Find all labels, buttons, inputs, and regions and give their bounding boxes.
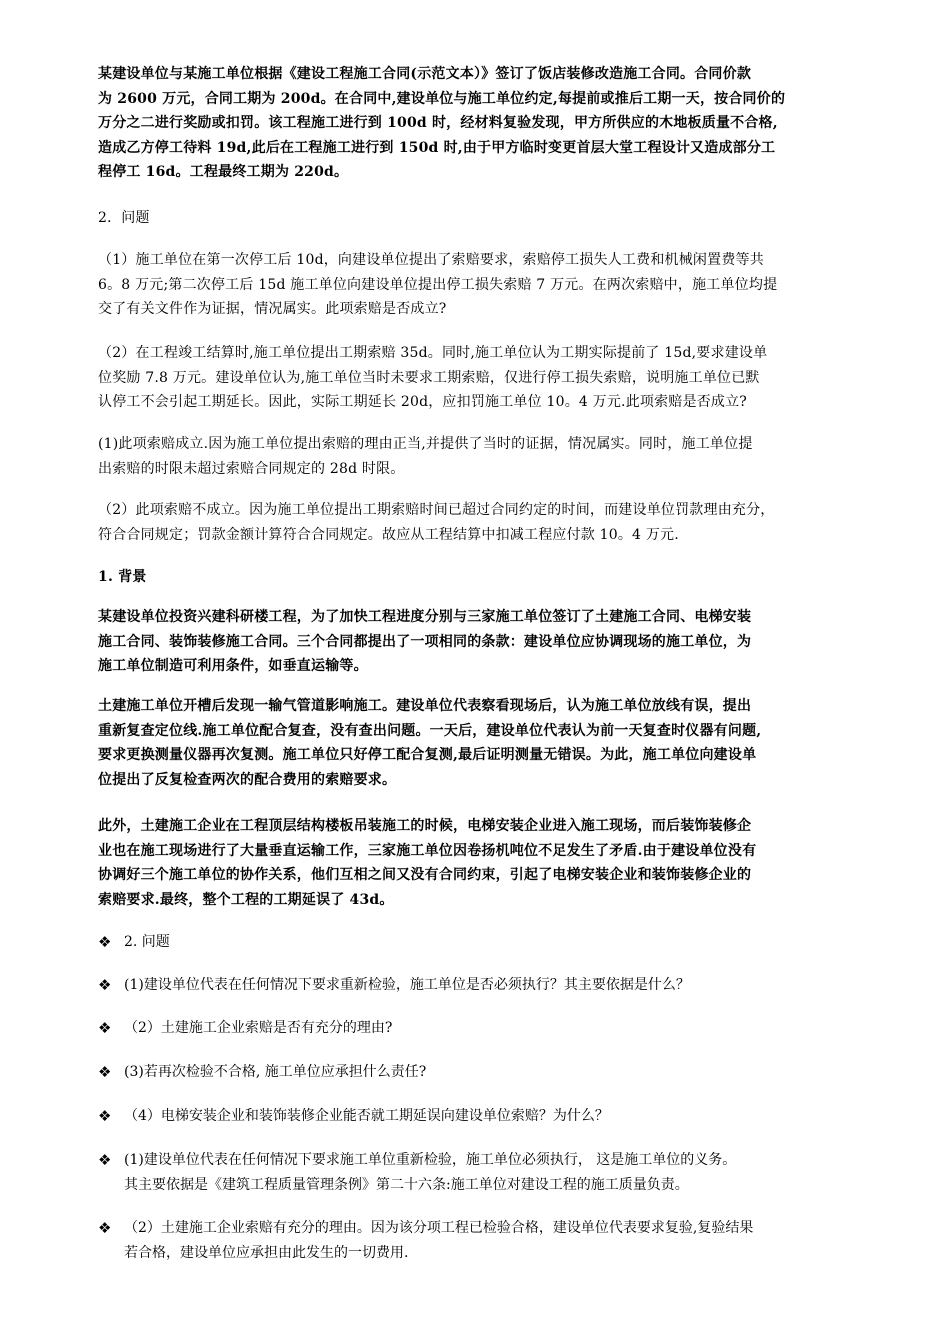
- heading-text: 1. 背景: [98, 569, 147, 585]
- diamond-bullet-icon: ❖: [98, 976, 112, 994]
- text-line: 要求更换测量仪器再次复测。施工单位只好停工配合复测,最后证明测量无错误。为此，施工单位向建设单: [98, 747, 757, 763]
- text-line: 某建设单位投资兴建科研楼工程，为了加快工程进度分别与三家施工单位签订了土建施工合同、电梯安装: [98, 609, 752, 625]
- case1-answer-1: [98, 432, 898, 481]
- text-line: 程停工 16d。工程最终工期为 220d。: [98, 164, 349, 180]
- case2-background-heading: [98, 565, 898, 590]
- text-line: 若合格，建设单位应承担由此发生的一切费用.: [124, 1244, 409, 1261]
- list-item-text: 2. 问题: [124, 934, 170, 950]
- text-line: 业也在施工现场进行了大量垂直运输工作，三家施工单位因卷扬机吨位不足发生了矛盾.由于建设单位没有: [98, 842, 757, 859]
- heading-text: 2．问题: [98, 210, 150, 226]
- case2-paragraph-1: [98, 605, 898, 679]
- text-line: 出索赔的时限未超过索赔合同规定的 28d 时限。: [98, 460, 405, 477]
- case1-question-2: [98, 341, 898, 415]
- text-line: （1）施工单位在第一次停工后 10d，向建设单位提出了索赔要求，索赔停工损失人工费和机械闲置费等共: [98, 252, 764, 268]
- text-line: 造成乙方停工待料 19d,此后在工程施工进行到 150d 时,由于甲方临时变更首层大堂工程设计又造成部分工: [98, 139, 776, 156]
- list-item-text: (3)若再次检验不合格, 施工单位应承担什么责任?: [124, 1064, 427, 1080]
- diamond-bullet-icon: ❖: [98, 1107, 112, 1125]
- text-line: 土建施工单位开槽后发现一输气管道影响施工。建设单位代表察看现场后，认为施工单位放线有误，提出: [98, 698, 752, 714]
- text-line: 其主要依据是《建筑工程质量管理条例》第二十六条:施工单位对建设工程的施工质量负责。: [124, 1176, 689, 1193]
- text-line: 6。8 万元;第二次停工后 15d 施工单位向建设单位提出停工损失索赔 7 万元。在两次索赔中，施工单位均提: [98, 276, 778, 293]
- text-line: 施工合同、装饰装修施工合同。三个合同都提出了一项相同的条款：建设单位应协调现场的施工单位，为: [98, 633, 752, 650]
- text-line: 万分之二进行奖励或扣罚。该工程施工进行到 100d 时，经材料复验发现，甲方所供应的木地板质量不合格,: [98, 115, 778, 131]
- text-line: 协调好三个施工单位的协作关系，他们互相之间又没有合同约束，引起了电梯安装企业和装饰装修企业的: [98, 867, 752, 883]
- case1-answer-2: [98, 498, 898, 547]
- text-line: 施工单位制造可利用条件，如垂直运输等。: [98, 658, 368, 674]
- text-line: 重新复查定位线.施工单位配合复查，没有查出问题。一天后，建设单位代表认为前一天复查时仪器有问题,: [98, 722, 762, 739]
- case1-question-1: [98, 248, 898, 322]
- list-item-text: [124, 1148, 904, 1197]
- text-line: 位奖励 7.8 万元。建设单位认为,施工单位当时未要求工期索赔，仅进行停工损失索赔，说明施工单位已默: [98, 369, 760, 386]
- list-item-text: [124, 1216, 904, 1265]
- list-item-text: (1)建设单位代表在任何情况下要求重新检验，施工单位是否必须执行？其主要依据是什么？: [124, 977, 690, 993]
- list-item-text: （2）土建施工企业索赔是否有充分的理由?: [124, 1020, 393, 1036]
- case2-paragraph-2: [98, 694, 898, 792]
- list-item: [98, 1148, 898, 1198]
- text-line: （2）此项索赔不成立。因为施工单位提出工期索赔时间已超过合同约定的时间，而建设单位罚款理由充分，: [98, 502, 775, 518]
- case1-question-heading: [98, 206, 898, 231]
- text-line: 索赔要求.最终，整个工程的工期延误了 43d。: [98, 891, 394, 908]
- text-line: 为 2600 万元，合同工期为 200d。在合同中,建设单位与施工单位约定,每提前或推后工期一天，按合同价的: [98, 90, 786, 107]
- diamond-bullet-icon: ❖: [98, 1019, 112, 1037]
- diamond-bullet-icon: ❖: [98, 1063, 112, 1081]
- diamond-bullet-icon: ❖: [98, 933, 112, 951]
- case2-paragraph-3: [98, 814, 898, 912]
- text-line: （2）在工程竣工结算时,施工单位提出工期索赔 35d。同时,施工单位认为工期实际提前了 15d,要求建设单: [98, 345, 768, 361]
- diamond-bullet-icon: ❖: [98, 1151, 112, 1169]
- text-line: 位提出了反复检查两次的配合费用的索赔要求。: [98, 771, 397, 788]
- diamond-bullet-icon: ❖: [98, 1219, 112, 1237]
- list-item: [98, 1216, 898, 1266]
- text-line: （2）土建施工企业索赔有充分的理由。因为该分项工程已检验合格，建设单位代表要求复验,复验结果: [124, 1220, 754, 1236]
- text-line: 某建设单位与某施工单位根据《建设工程施工合同(示范文本）》签订了饭店装修改造施工合同。合同价款: [98, 66, 752, 82]
- text-line: 认停工不会引起工期延长。因此，实际工期延长 20d，应扣罚施工单位 10。4 万元.此项索赔是否成立?: [98, 394, 748, 410]
- list-item-text: （4）电梯安装企业和装饰装修企业能否就工期延误向建设单位索赔？为什么？: [124, 1108, 609, 1124]
- case1-intro-paragraph: [98, 62, 898, 185]
- text-line: 交了有关文件作为证据，情况属实。此项索赔是否成立?: [98, 301, 447, 317]
- text-line: 符合合同规定；罚款金额计算符合合同规定。故应从工程结算中扣减工程应付款 10。4 万元.: [98, 526, 679, 543]
- text-line: (1)此项索赔成立.因为施工单位提出索赔的理由正当,并提供了当时的证据，情况属实。同时，施工单位提: [98, 436, 753, 452]
- text-line: 此外，土建施工企业在工程顶层结构楼板吊装施工的时候，电梯安装企业进入施工现场，而后装饰装修企: [98, 818, 752, 834]
- text-line: (1)建设单位代表在任何情况下要求施工单位重新检验，施工单位必须执行， 这是施工单位的义务。: [124, 1152, 737, 1168]
